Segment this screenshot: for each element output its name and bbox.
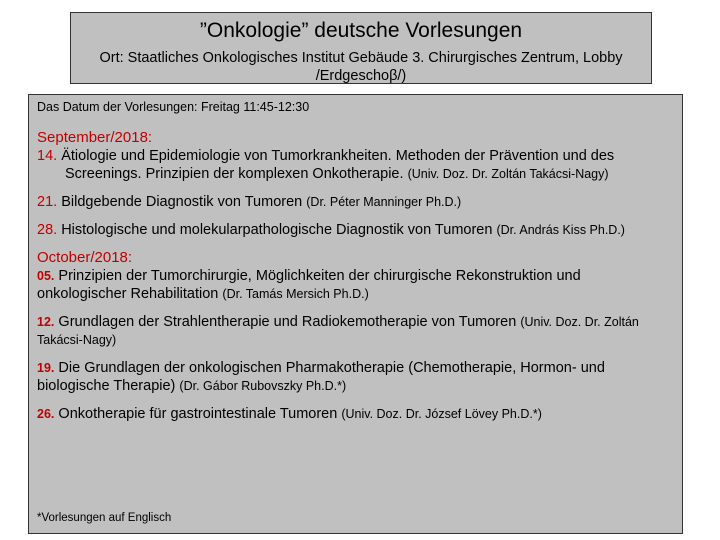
entry-lecturer: (Univ. Doz. Dr. Zoltán Takácsi-Nagy) [407, 167, 609, 181]
entry-date: 14. [37, 148, 58, 164]
lecture-entry [37, 221, 674, 239]
entry-lecturer: (Dr. Péter Manninger Ph.D.) [306, 195, 462, 209]
month-heading-october: October/2018: [37, 249, 133, 266]
entry-lecturer: (Dr. András Kiss Ph.D.) [496, 223, 625, 237]
entry-date: 05. [37, 269, 55, 283]
lecture-entry [37, 267, 674, 303]
entry-title: Die Grundlagen der onkologischen Pharmakotherapie (Chemotherapie, Hormon- und biologische Therapie) [37, 360, 605, 394]
title-box [70, 12, 652, 84]
entry-lecturer: (Univ. Doz. Dr. József Lövey Ph.D.*) [341, 407, 542, 421]
entry-title: Grundlagen der Strahlentherapie und Radiokemotherapie von Tumoren [58, 314, 517, 330]
location-text: Ort: Staatliches Onkologisches Institut Gebäude 3. Chirurgisches Zentrum, Lobby /Erdgeschoβ/) [99, 50, 623, 84]
date-line: Das Datum der Vorlesungen: Freitag 11:45-12:30 [37, 100, 310, 114]
entry-title: Onkotherapie für gastrointestinale Tumoren [58, 406, 338, 422]
entry-lecturer: (Univ. Doz. Dr. Zoltán Takácsi-Nagy) [37, 315, 639, 347]
lecture-entry [37, 193, 674, 211]
entry-date: 21. [37, 194, 58, 210]
lecture-entry [37, 313, 674, 349]
month-heading-september: September/2018: [37, 129, 153, 146]
entry-date: 12. [37, 315, 55, 329]
footnote: *Vorlesungen auf Englisch [37, 512, 172, 524]
schedule-box [28, 94, 683, 534]
entry-title: Histologische und molekularpathologische Diagnostik von Tumoren [61, 222, 493, 238]
entry-title: Ätiologie und Epidemiologie von Tumorkrankheiten. Methoden der Prävention und des Screenings. Prinzipien der komplexen Onkotherapie. [61, 148, 615, 182]
entry-lecturer: (Dr. Tamás Mersich Ph.D.) [222, 287, 369, 301]
entry-date: 28. [37, 222, 58, 238]
entry-title: Prinzipien der Tumorchirurgie, Möglichkeiten der chirurgische Rekonstruktion und onkologischer Rehabilitation [37, 268, 581, 302]
entry-date: 19. [37, 361, 55, 375]
lecture-entry [37, 147, 674, 183]
lecture-entry [37, 405, 674, 423]
lecture-entry [37, 359, 674, 395]
entry-date: 26. [37, 407, 55, 421]
page-title: ”Onkologie” deutsche Vorlesungen [199, 19, 523, 42]
entry-title: Bildgebende Diagnostik von Tumoren [61, 194, 303, 210]
entry-lecturer: (Dr. Gábor Rubovszky Ph.D.*) [179, 379, 347, 393]
